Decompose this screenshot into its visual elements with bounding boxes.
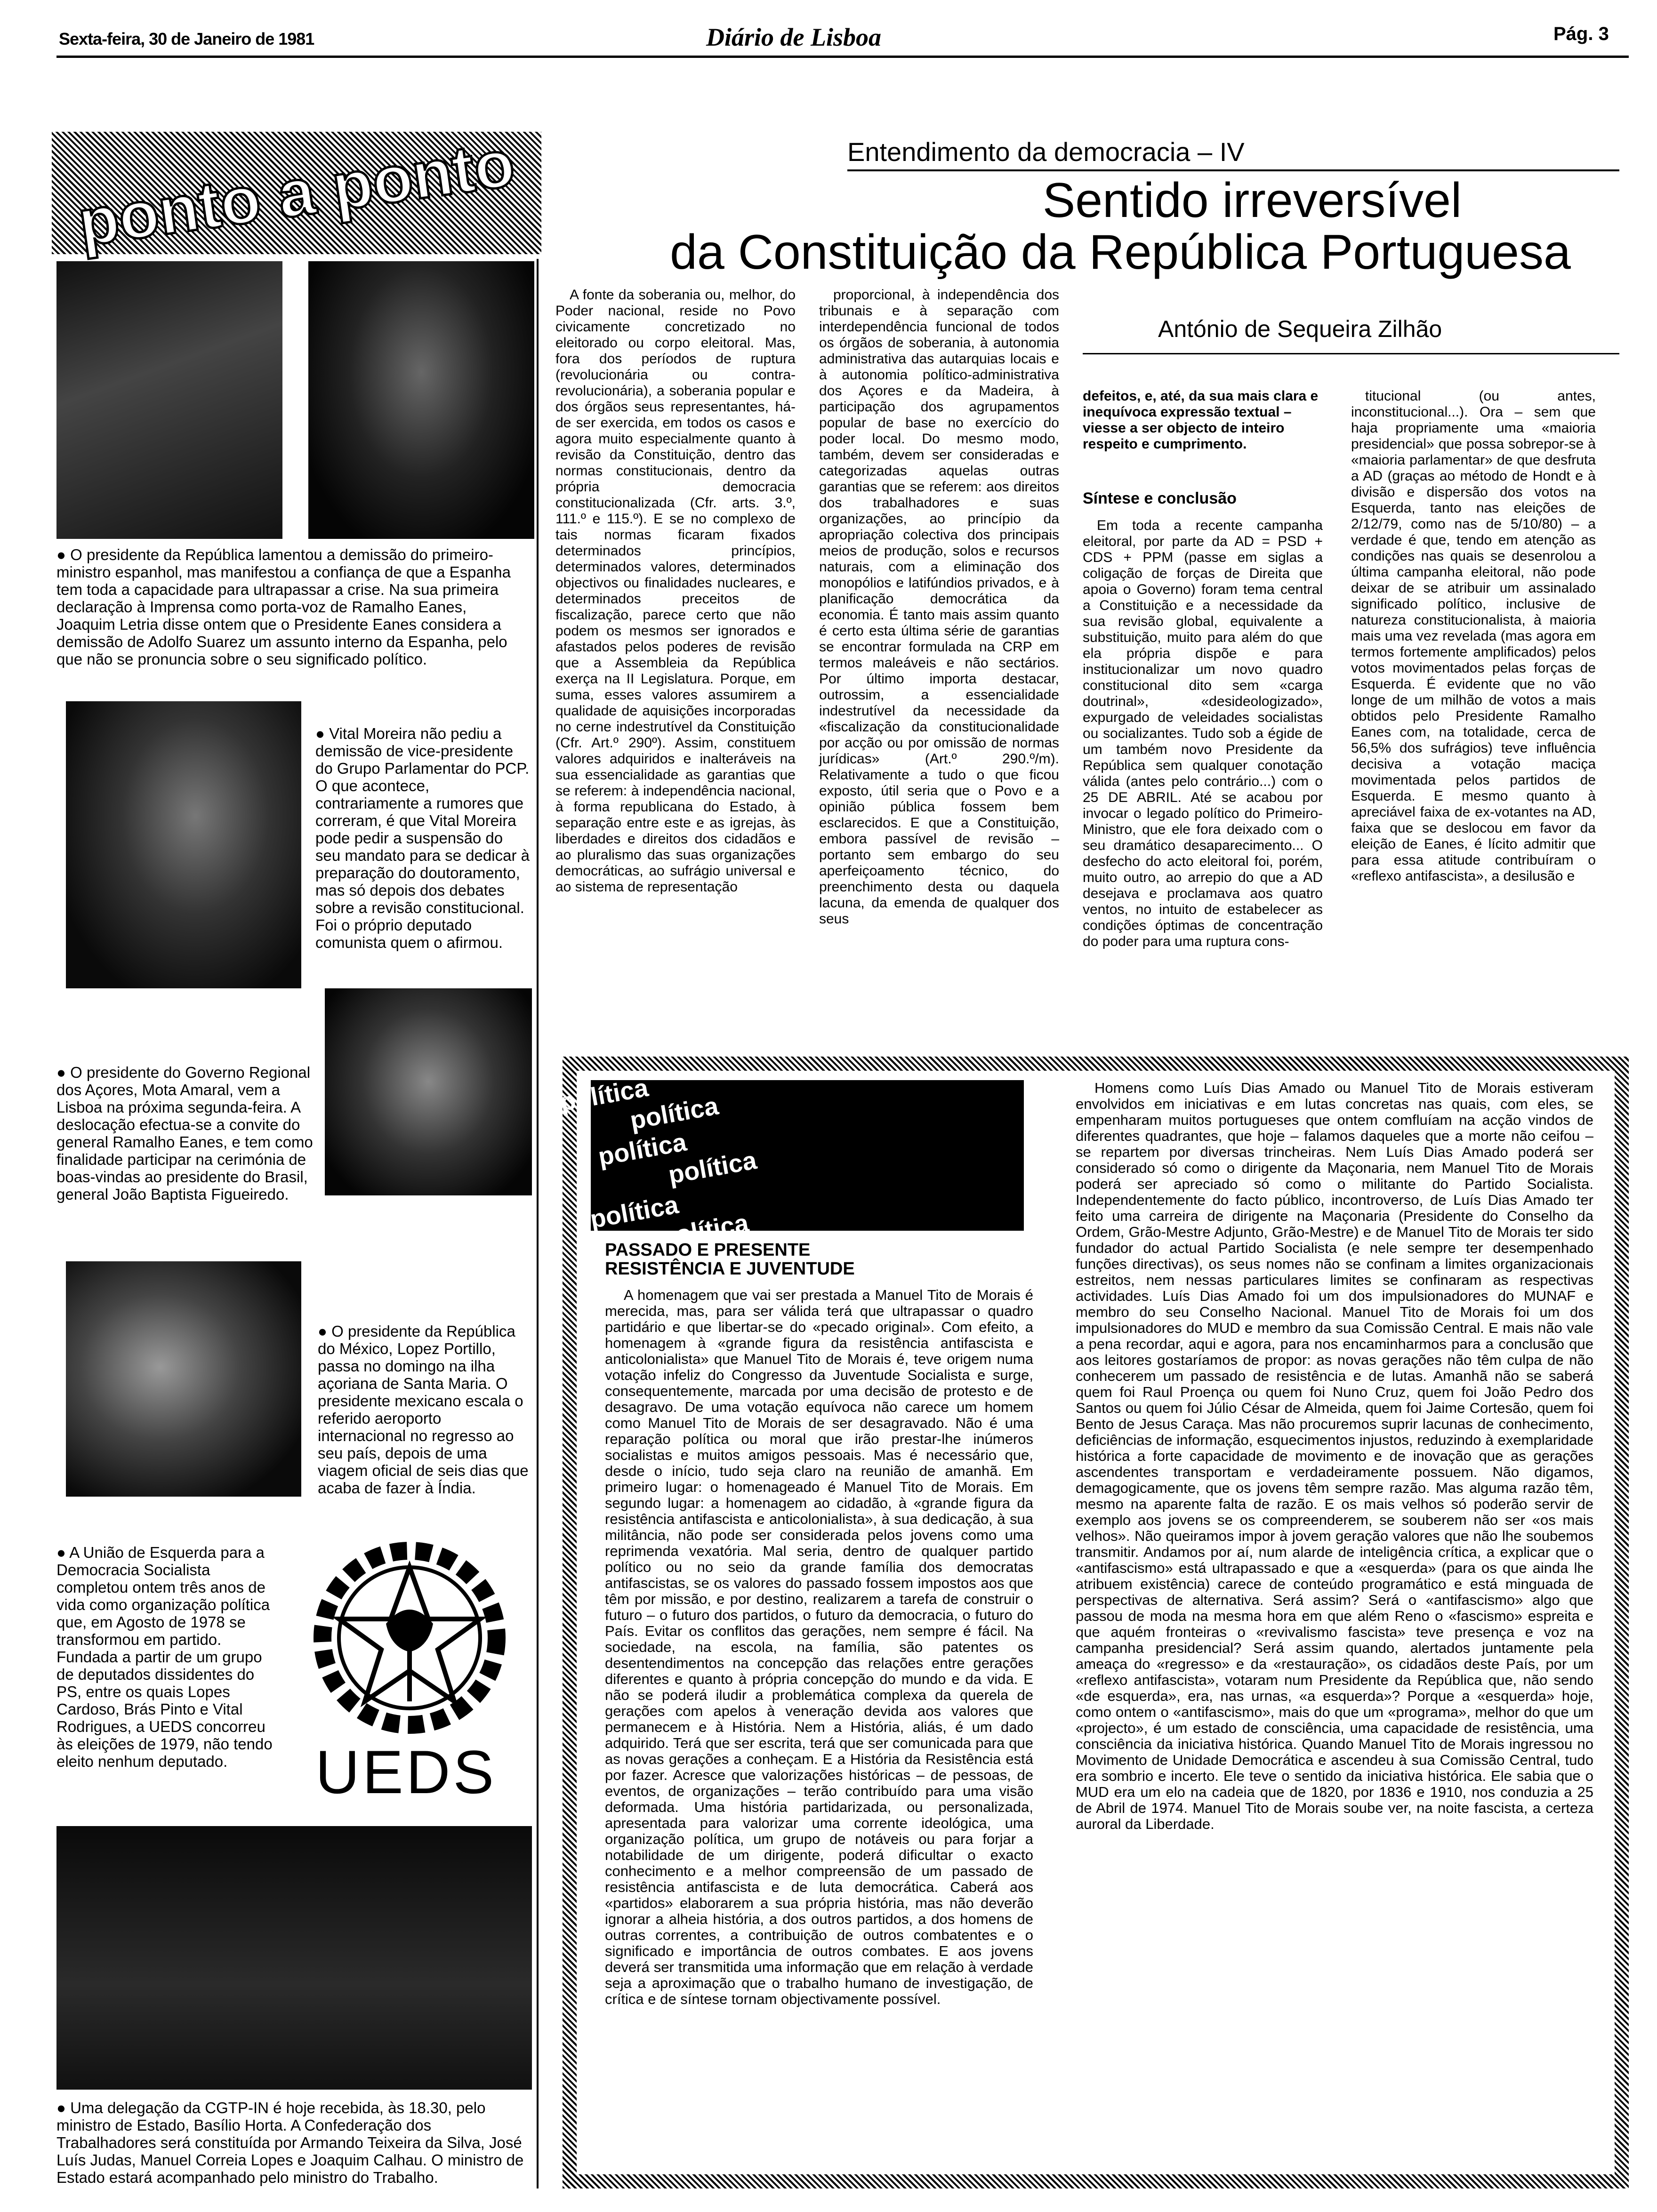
article-title-line1: Sentido irreversível [1042, 173, 1462, 228]
header-date: Sexta-feira, 30 de Janeiro de 1981 [59, 29, 314, 48]
ponto-banner [52, 125, 541, 260]
ponto-item: ● O presidente do Governo Regional dos Açores, Mota Amaral, vem a Lisboa na próxima segunda-feira. A deslocação efectua-se a convite do general Ramalho Eanes, e tem como finalidade participar na cerimónia de boas-vindas ao presidente do Brasil, general João Baptista Figueiredo. [56, 1064, 313, 1203]
photo-vital-moreira [66, 701, 301, 988]
article-title-line2: da Constituição da República Portuguesa [670, 225, 1571, 280]
ueds-logo [287, 1539, 532, 1806]
politica-title-line2: RESISTÊNCIA E JUVENTUDE [605, 1259, 855, 1279]
politica-banner-word: política [596, 1128, 689, 1171]
article-col3-lead: defeitos, e, até, da sua mais clara e inequívoca expressão textual – viesse a ser objecto de inteiro respeito e cumprimento. [1083, 388, 1319, 452]
article-column: A fonte da soberania ou, melhor, do Poder nacional, reside no Povo civicamente concretizado no eleitorado ou corpo eleitoral. Mas, fora dos períodos de ruptura (revolucionária ou contra-revolucionária), a soberania popular e dos órgãos seus representantes, há-de ser exercida, em todos os casos e agora muito especialmente quanto à revisão da Constituição, dentro das normas constitucionais, dentro da própria democracia constitucionalizada (Cfr. arts. 3.º, 111.º e 115.º). E se no complexo de tais normas ficaram fixados determinados princípios, determinados valores, determinados objectivos ou finalidades nucleares, e determinados preceitos de fiscalização, parece certo que não podem os mesmos ser ignorados e afastados pelos poderes de revisão que a Assembleia da República exerça na II Legislatura. Porque, em suma, esses valores assumirem a qualidade de aquisições incorporadas no cerne indestrutível da Constituição (Cfr. Art.º 290º). Assim, constituem valores adquiridos e inalteráveis na sua essencialidade as garantias que se referem: à independência nacional, à forma republicana do Estado, à separação entre este e as igrejas, às liberdades e direitos dos cidadãos e ao pluralismo das suas organizações democráticas, ao sufrágio universal e ao sistema de representação [555, 287, 796, 895]
header-rule [56, 56, 1629, 58]
ponto-item: ● Uma delegação da CGTP-IN é hoje recebida, às 18.30, pelo ministro de Estado, Basílio Horta. A Confederação dos Trabalhadores será constituída por Armando Teixeira da Silva, José Luís Judas, Manuel Correia Lopes e Joaquim Calhau. O ministro de Estado estará acompanhado pelo ministro do Trabalho. [56, 2099, 524, 2186]
politica-column: A homenagem que vai ser prestada a Manuel Tito de Morais é merecida, mas, para ser válida terá que ultrapassar o quadro partidário e que libertar-se do «pecado original». Com efeito, a homenagem à «grande figura da resistência antifascista e anticolonialista» que Manuel Tito de Morais é, teve origem numa votação infeliz do Congresso da Juventude Socialista e surge, consequentemente, marcada por uma decisão de protesto e de desagravo. De uma votação equívoca não carece um homem como Manuel Tito de Morais de ser desagravado. Não é uma reparação política ou moral que irão prestar-lhe inúmeros socialistas e muitos amigos pessoais. Mas é necessário que, desde o início, tudo seja claro na reunião de amanhã. Em primeiro lugar: o homenageado é Manuel Tito de Morais. Em segundo lugar: a homenagem ao cidadão, à «grande figura da resistência antifascista e anticolonialista», à sua dedicação, à sua militância, não pode ser considerada pelos jovens como uma reprimenda vexatória. Mal seria, dentro de qualquer partido político ou no seio da grande família dos democratas antifascistas, se os valores do passado fossem impostos aos que têm por missão, e por destino, realizarem a tarefa de construir o futuro – o futuro dos partidos, o futuro da democracia, o futuro do País. Evitar os conflitos das gerações, nem sempre é fácil. Na sociedade, na escola, na família, são patentes os desentendimentos na concepção das relações entre gerações diferentes e quanto à própria concepção do mundo e da vida. E não se poderá iludir a problemática complexa da querela de gerações com apelos à veneração devida aos valores que permanecem e à História. Nem a História, aliás, é um dado adquirido. Terá que ser escrita, terá que ser comunicada para que as novas gerações a conheçam. E a História da Resistência está por fazer. Acresce que valorizações históricas – de pessoas, de eventos, de organizações – terão contribuído para uma visão deformada. Uma história partidarizada, ou personalizada, apresentada para valorizar uma corrente ideológica, uma organização política, um grupo de notáveis ou para forjar a notabilidade de um dirigente, poderá dificultar o exacto conhecimento e a melhor compreensão de um passado de resistência antifascista e de luta democrática. Caberá aos «partidos» elaborarem a sua própria história, mas não deverão ignorar a alheia história, a dos outros partidos, a dos homens de outras correntes, a contribuição de outros combatentes e o significado e importância de outros combates. E aos jovens deverá ser transmitida uma informação que em relação à verdade seja a aproximação que o trabalho humano de investigação, de crítica e de síntese tornam objectivamente possível. [605, 1287, 1033, 2007]
photo-suarez [308, 261, 534, 539]
ponto-column-rule [537, 259, 539, 2188]
photo-lopez-portillo [66, 1261, 301, 1497]
ponto-banner-text: ponto a ponto [74, 125, 519, 260]
politica-banner-word: política [666, 1146, 759, 1190]
politica-banner-word: política [557, 1073, 651, 1117]
politica-banner-word: política [588, 1190, 681, 1234]
politica-column: Homens como Luís Dias Amado ou Manuel Tito de Morais estiveram envolvidos em iniciativas e em lutas concretas nas quais, com eles, se empenharam muitos portugueses que ontem comfluíam na acção vindos de diferentes quadrantes, que hoje – falamos daqueles que a morte não ceifou – se repartem por diversas trincheiras. Nem Luís Dias Amado poderá ser considerado só como o dirigente da Maçonaria, nem Manuel Tito de Morais poderá ser apreciado só como o militante do Partido Socialista. Independentemente do facto público, incontroverso, de Luís Dias Amado ter feito uma carreira de dirigente na Maçonaria (Presidente do Conselho da Ordem, Grão-Mestre Adjunto, Grão-Mestre) e de Manuel Tito de Morais ter sido fundador do actual Partido Socialista (e nele sempre ter desempenhado funções directivas), os seus nomes não se confinam a limites organizacionais estreitos, nem nessas particulares limites se confinaram as respectivas actividades. Luís Dias Amado foi um dos impulsionadores do MUNAF e membro do seu Conselho Nacional. Manuel Tito de Morais foi um dos impulsionadores do MUD e membro da sua Comissão Central. E mais não vale a pena recordar, aqui e agora, para nos encaminharmos para a conclusão que aos leitores gostaríamos de propor: as novas gerações não têm culpa de não conhecerem um passado de resistência e de lutas. Amanhã não se saberá quem foi Raul Proença ou quem foi Nuno Cruz, quem foi João Pedro dos Santos ou quem foi Júlio César de Almeida, quem foi Jaime Cortesão, quem foi Bento de Jesus Caraça. Mas não procuremos suprir lacunas de conhecimento, deficiências de informação, esquecimentos injustos, reduzindo à exemplaridade histórica a forte capacidade de movimento e de inovação que as gerações ascendentes transportam e verdadeiramente possuem. Não digamos, demagogicamente, que os jovens têm sempre razão. Mas alguma razão têm, mesmo na aparente falta de razão. E os mais velhos só poderão servir de exemplo aos jovens se os compreenderem, se souberem não ser «os mais velhos». Não queiramos impor à jovem geração valores que não lhe soubemos transmitir. Andamos por aí, num alarde de inteligência crítica, a explicar que o «antifascismo» está ultrapassado e que a «esquerda» (para os que ainda lhe atribuem existência) carece de conteúdo programático e está minguada de perspectivas de alternativa. Será assim? Será o «antifascismo» algo que passou de moda na mesma hora em que além Reno o «fascismo» espreita e que aquém fronteiras o «revivalismo fascista» teve presença e voz na campanha presidencial? Será assim quando, alertados juntamente pela ameaça do «regresso» e da «restauração», os cidadãos deste País, por um «reflexo antifascista», votaram num Presidente da República que, não sendo «de esquerda», era, nas urnas, «a esquerda»? Porque a «esquerda» hoje, como ontem o «antifascismo», mais do que um «programa», melhor do que um «projecto», é um estado de consciência, uma capacidade de resistência, uma consciência da iniciativa histórica. Quando Manuel Tito de Morais ingressou no Movimento de Unidade Democrática e ascendeu à sua Comissão Central, tudo era sombrio e incerto. Ele teve o sentido da iniciativa histórica. Ele sabia que o MUD era um elo na cadeia que de 1820, por 1836 e 1910, nos conduzia a 25 de Abril de 1974. Manuel Tito de Morais soube ver, na noite fascista, a certeza auroral da Liberdade. [1076, 1080, 1593, 1832]
politica-box [557, 1071, 1615, 2174]
ponto-item: ● O presidente da República lamentou a demissão do primeiro-ministro espanhol, mas manifestou a confiança de que a Espanha tem toda a capacidade para ultrapassar a crise. Na sua primeira declaração à Imprensa como porta-voz de Ramalho Eanes, Joaquim Letria disse ontem que o Presidente Eanes considera a demissão de Adolfo Suarez um assunto interno da Espanha, pelo que não se pronuncia sobre o seu significado político. [56, 546, 511, 668]
photo-cgtp-delegation [56, 1826, 532, 2090]
article-kicker: Entendimento da democracia – IV [847, 137, 1245, 167]
politica-title-line1: PASSADO E PRESENTE [605, 1240, 811, 1260]
page-header [0, 0, 1657, 71]
politica-banner-word: política [627, 1091, 721, 1135]
photo-mota-amaral [325, 988, 532, 1195]
kicker-rule [847, 169, 1619, 171]
ponto-item: ● A União de Esquerda para a Democracia Socialista completou ontem três anos de vida como organização política que, em Agosto de 1978 se transformou em partido. Fundada a partir de um grupo de deputados dissidentes do PS, entre os quais Lopes Cardoso, Brás Pinto e Vital Rodrigues, a UEDS concorreu às eleições de 1979, não tendo eleito nenhum deputado. [56, 1544, 273, 1770]
masthead: Diário de Lisboa [706, 23, 881, 51]
article-author: António de Sequeira Zilhão [1158, 316, 1442, 342]
main-article [555, 132, 1629, 1054]
ueds-logo-text: UEDS [315, 1738, 497, 1806]
ponto-item: ● Vital Moreira não pediu a demissão de vice-presidente do Grupo Parlamentar do PCP. O que acontece, contrariamente a rumores que correram, é que Vital Moreira pode pedir a suspensão do seu mandato para se dedicar à preparação do doutoramento, mas só depois dos debates sobre a revisão constitucional. Foi o próprio deputado comunista quem o afirmou. [315, 725, 530, 951]
ponto-item: ● O presidente da República do México, Lopez Portillo, passa no domingo na ilha açoriana de Santa Maria. O presidente mexicano escala o referido aeroporto internacional no regresso ao seu país, depois de uma viagem oficial de seis dias que acaba de fazer à Índia. [318, 1322, 529, 1497]
ponto-a-ponto-column [52, 125, 541, 2198]
page-number: Pág. 3 [1553, 24, 1609, 44]
politica-banner-word: política [658, 1209, 751, 1252]
article-column: Em toda a recente campanha eleitoral, por parte da AD = PSD + CDS + PPM (passe em siglas a coligação de forças de Direita que apoia o Governo) foram tema central a Constituição e a necessidade da sua revisão global, equivalente a substituição, muito para além do que ela própria dispõe e para institucionalizar um novo quadro constitucional dito sem «carga doutrinal», «desideologizado», expurgado de veleidades socialistas ou socializantes. Tudo sob a égide de um também novo Presidente da República sem qualquer conotação válida (antes pelo contrário...) com o 25 DE ABRIL. Até se acabou por invocar o legado político do Primeiro-Ministro, que ele fora deixado com o seu dramático desaparecimento... O desfecho do acto eleitoral foi, porém, muito outro, ao arrepio do que a AD desejava e proclamava aos quatro ventos, no intuito de estabelecer as condições óptimas de concentração do poder para uma ruptura cons- [1083, 518, 1323, 949]
photo-eanes [56, 261, 282, 539]
article-column: titucional (ou antes, inconstitucional...). Ora – sem que haja propriamente uma «maioria presidencial» que possa sobrepor-se à «maioria parlamentar» de que desfruta a AD (graças ao método de Hondt e à divisão e dispersão dos votos na Esquerda, tanto nas eleições de 2/12/79, como nas de 5/10/80) – a verdade é que, tendo em atenção as condições nas quais se desenrolou a última campanha eleitoral, não pode deixar de se atribuir um assinalado significado político, inclusive de natureza constitucionalista, à maioria mais uma vez revelada (mas agora em termos fortemente amplificados) pelos votos movimentados pelas forças de Esquerda. É evidente que no vão longe de um milhão de votos a mais obtidos pelo Presidente Ramalho Eanes com, na totalidade, cerca de 56,5% dos sufrágios) teve influência decisiva a votação maciça movimentada pelos partidos de Esquerda. E mesmo quanto à apreciável faixa de ex-votantes na AD, faixa que se deslocou em favor da eleição de Eanes, é lícito admitir que para essa atitude contribuíram o «reflexo antifascista», a desilusão e [1351, 388, 1596, 884]
ueds-emblem [287, 1539, 532, 1737]
article-subhead: Síntese e conclusão [1083, 489, 1237, 507]
author-rule [1083, 353, 1619, 354]
article-column: proporcional, à independência dos tribunais e à separação com interdependência funcional de todos os órgãos de soberania, à autonomia administrativa das autarquias locais e à autonomia político-administrativa dos Açores e da Madeira, à participação dos agrupamentos popular de base no exercício do poder local. Do mesmo modo, também, devem ser consideradas e categorizadas aquelas outras garantias que se referem: aos direitos dos trabalhadores e suas organizações, ao princípio da apropriação colectiva dos principais meios de produção, solos e recursos naturais, com a eliminação dos monopólios e latifúndios privados, e à planificação democrática da economia. É tanto mais assim quanto é certo esta última série de garantias se encontrar formulada na CRP em termos maleáveis e não sectários. Por último importa destacar, outrossim, a essencialidade indestrutível da necessidade da «fiscalização da constitucionalidade por acção ou por omissão de normas jurídicas» (Art.º 290.º/m). Relativamente a tudo o que ficou exposto, útil seria que o Povo e a opinião pública fossem bem esclarecidos. E que a Constituição, embora passível de revisão – portanto sem embargo do seu aperfeiçoamento técnico, do preenchimento desta ou daquela lacuna, da emenda de qualquer dos seus [819, 287, 1059, 927]
